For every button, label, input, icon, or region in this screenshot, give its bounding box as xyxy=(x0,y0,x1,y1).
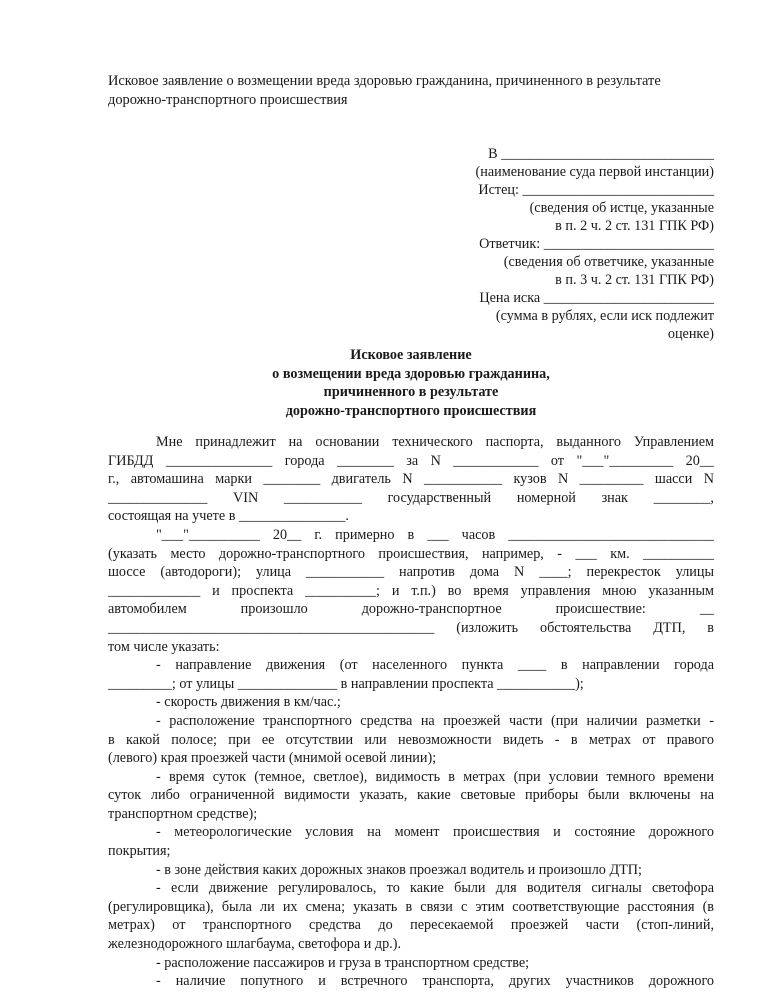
list-item-line: метрах) от транспортного средства до пересекаемой проезжей части (стоп-линий, xyxy=(108,917,714,934)
plaintiff-hint-1: (сведения об истце, указанные xyxy=(529,200,714,216)
body-word: __ xyxy=(699,601,714,618)
list-item-line: - расположение пассажиров и груза в транспортном средстве; xyxy=(156,954,530,971)
plaintiff-line: Истец: ___________________________ xyxy=(478,182,714,198)
document-title-line-1: Исковое заявление xyxy=(350,347,472,363)
court-hint: (наименование суда первой инстанции) xyxy=(475,164,714,180)
plaintiff-hint-2: в п. 2 ч. 2 ст. 131 ГПК РФ) xyxy=(555,218,714,234)
list-item-line: - скорость движения в км/час.; xyxy=(156,694,341,711)
body-word: происшествие: xyxy=(555,601,646,618)
body-line: _____________ и проспекта __________; и т.п.) во время управления мною указанным xyxy=(108,582,714,599)
list-item-line: - расположение транспортного средства на проезжей части (при наличии разметки - xyxy=(156,712,714,729)
body-word: произошло xyxy=(240,601,308,618)
court-line: В ______________________________ xyxy=(488,146,714,162)
body-word: VIN xyxy=(232,489,259,506)
defendant-line: Ответчик: ________________________ xyxy=(479,236,714,252)
list-item-line: (регулировщика), была ли их смена; указать в связи с этим соответствующие расстояния (в xyxy=(108,898,714,915)
body-line: ГИБДД _______________ города ________ за N ____________ от "___"_________ 20__ xyxy=(108,452,714,469)
body-line: г., автомашина марки ________ двигатель N ___________ кузов N _________ шасси N xyxy=(108,471,714,488)
body-word: автомобилем xyxy=(108,601,187,618)
list-item-line: - метеорологические условия на момент происшествия и состояние дорожного xyxy=(156,824,714,841)
body-line: "___"__________ 20__ г. примерно в ___ часов _____________________________ xyxy=(156,526,714,543)
body-word: дорожно-транспортное xyxy=(361,601,502,618)
list-item-line: суток либо ограниченной видимости указать, какие световые приборы были включены на xyxy=(108,787,714,804)
body-word: ______________ xyxy=(108,489,208,506)
body-line: (указать место дорожно-транспортного происшествия, например, - ___ км. __________ xyxy=(108,545,714,562)
list-item-line: в какой полосе; при ее отсутствии или невозможности видеть - в метрах от правого xyxy=(108,731,714,748)
list-item-line: железнодорожного шлагбаума, светофора и др.). xyxy=(108,936,401,953)
body-line: том числе указать: xyxy=(108,638,220,655)
list-item-line: покрытия; xyxy=(108,843,171,860)
body-line: ______________________________________________ (изложить обстоятельства ДТП, в xyxy=(108,619,714,636)
court-address-block xyxy=(420,145,714,343)
body-word: ________, xyxy=(653,489,714,506)
list-item-line: - наличие попутного и встречного транспорта, других участников дорожного xyxy=(156,973,714,990)
list-item-line: - в зоне действия каких дорожных знаков проезжал водитель и произошло ДТП; xyxy=(156,861,642,878)
claim-price-hint-1: (сумма в рублях, если иск подлежит xyxy=(495,308,714,324)
body-word: государственный xyxy=(387,489,492,506)
body-word: ___________ xyxy=(283,489,362,506)
claim-price-line: Цена иска ________________________ xyxy=(479,290,714,306)
body-line: состоящая на учете в _______________. xyxy=(108,508,349,525)
claim-price-hint-2: оценке) xyxy=(667,326,714,342)
body-word: знак xyxy=(601,489,628,506)
body-word: номерной xyxy=(516,489,576,506)
list-item-line: - время суток (темное, светлое), видимость в метрах (при условии темного времени xyxy=(156,768,714,785)
document-heading-line-1: Исковое заявление о возмещении вреда здоровью гражданина, причиненного в результате xyxy=(108,73,661,89)
list-item-line: - направление движения (от населенного пункта ____ в направлении города xyxy=(156,657,714,674)
document-title-line-2: о возмещении вреда здоровью гражданина, xyxy=(272,365,550,382)
document-title-line-3: причиненного в результате xyxy=(323,384,499,400)
defendant-hint-1: (сведения об ответчике, указанные xyxy=(503,254,714,270)
document-heading-line-2: дорожно-транспортного происшествия xyxy=(108,92,348,108)
list-item-line: - если движение регулировалось, то какие были для водителя сигналы светофора xyxy=(156,880,714,897)
body-line xyxy=(108,600,714,619)
list-item-line: транспортном средстве); xyxy=(108,805,258,822)
body-line: шоссе (автодороги); улица ___________ напротив дома N ____; перекресток улицы xyxy=(108,564,714,581)
document-title xyxy=(108,346,714,420)
list-item-line: _________; от улицы ______________ в направлении проспекта ___________); xyxy=(108,675,584,692)
list-item-line: (левого) края проезжей части (мнимой осевой линии); xyxy=(108,750,437,767)
body-line xyxy=(108,489,714,508)
document-body xyxy=(108,433,714,991)
document-heading xyxy=(108,72,718,110)
document-title-line-4: дорожно-транспортного происшествия xyxy=(285,402,537,419)
defendant-hint-2: в п. 3 ч. 2 ст. 131 ГПК РФ) xyxy=(555,272,714,288)
body-line: Мне принадлежит на основании технического паспорта, выданного Управлением xyxy=(156,434,714,450)
